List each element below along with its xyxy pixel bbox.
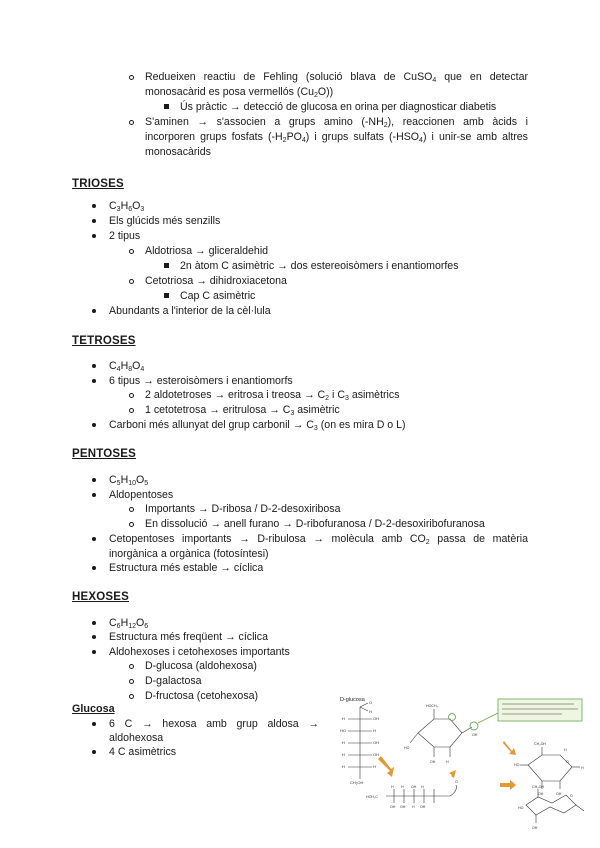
bullet <box>92 478 96 482</box>
annotation-pointer <box>478 713 498 723</box>
glucosa-heading: Glucosa <box>72 703 115 715</box>
svg-text:HO: HO <box>518 806 524 810</box>
bullet <box>92 379 96 383</box>
hexose-item: D-glucosa (aldohexosa) <box>145 660 257 672</box>
svg-text:HO: HO <box>404 746 410 750</box>
cetopentoses-line-1: Cetopentoses importants → D-ribulosa → molècula amb $CO_2$ passa de matèria <box>109 533 528 546</box>
bullet <box>92 364 96 368</box>
bullet <box>92 423 96 427</box>
svg-text:CH₂OH: CH₂OH <box>534 742 546 746</box>
bullet <box>129 694 134 699</box>
svg-text:H: H <box>446 760 449 764</box>
svg-text:H: H <box>401 785 404 789</box>
annotation-box <box>498 699 582 721</box>
svg-text:H: H <box>342 752 345 757</box>
svg-text:OH: OH <box>430 760 436 764</box>
bullet <box>129 75 134 80</box>
svg-text:H: H <box>564 748 567 752</box>
bullet <box>129 408 134 413</box>
bullet <box>92 204 96 208</box>
trioses-abundant: Abundants a l'interior de la cèl·lula <box>109 305 271 317</box>
fischer-projection <box>348 703 372 779</box>
bullet <box>92 635 96 639</box>
svg-text:O: O <box>566 760 569 764</box>
svg-text:OH: OH <box>373 740 379 745</box>
svg-text:H: H <box>391 785 394 789</box>
svg-text:HOH₂C: HOH₂C <box>366 795 378 799</box>
amines-line-1: S'aminen → s'associen a grups amino $(-NH_2)$, reaccionen amb àcids i <box>145 116 529 129</box>
tetroses-formula: $C_4H_8O_4$ <box>109 360 145 373</box>
trioses-formula: $C_3H_6O_3$ <box>109 200 145 213</box>
glucose-cyclization-diagram <box>338 693 590 835</box>
pentoses-dissolution: En dissolució → anell furano → D-ribofuranosa / D-2-desoxiribofuranosa <box>145 518 485 530</box>
svg-text:H: H <box>369 709 372 714</box>
chain-atoms <box>366 780 458 809</box>
fischer-atoms <box>340 700 379 785</box>
svg-text:OH: OH <box>532 826 538 830</box>
haworth-ring <box>520 747 580 789</box>
svg-text:H: H <box>581 766 584 770</box>
cetotetrosa: 1 cetotetrosa → eritrulosa → $C_3$ asimètric <box>145 404 340 417</box>
haworth-atoms <box>514 742 584 796</box>
svg-text:H: H <box>421 785 424 789</box>
tetroses-carbon: Carboni més allunyat del grup carbonil → $C_3$ (on es mira D o L) <box>109 419 406 432</box>
reaction-arrows <box>378 741 516 790</box>
tetroses-heading: TETROSES <box>72 335 136 347</box>
cetotriosa: Cetotriosa → dihidroxiacetona <box>145 275 287 287</box>
svg-text:OH: OH <box>556 792 562 796</box>
hexoses-frequent: Estructura més freqüent → cíclica <box>109 631 268 643</box>
bullet <box>129 249 134 254</box>
hexose-item: D-galactosa <box>145 675 202 687</box>
bullet <box>164 104 169 109</box>
amines-line-3: monosacàrids <box>145 146 211 158</box>
cetopentoses-line-2: inorgànica a orgànica (fotosíntesi) <box>109 548 269 560</box>
svg-text:CH₂OH: CH₂OH <box>350 780 364 785</box>
bullet <box>164 263 169 268</box>
svg-text:H: H <box>342 764 345 769</box>
svg-text:H: H <box>373 728 376 733</box>
bullet <box>92 621 96 625</box>
svg-text:O: O <box>455 780 458 784</box>
svg-text:OH: OH <box>400 805 406 809</box>
svg-text:H: H <box>373 764 376 769</box>
bullet <box>164 293 169 298</box>
bullet <box>129 393 134 398</box>
hexoses-heading: HEXOSES <box>72 591 130 603</box>
glucosa-line-2: aldohexosa <box>109 732 164 744</box>
svg-text:H: H <box>342 740 345 745</box>
bullet <box>129 279 134 284</box>
fehling-line-2: monosacàrid es posa vermellós $(Cu_2O)$) <box>145 86 334 99</box>
pentoses-important: Importants → D-ribosa / D-2-desoxiribosa <box>145 503 341 515</box>
bullet <box>129 120 134 125</box>
intermediate-atoms <box>404 704 478 764</box>
hexose-item: D-fructosa (cetohexosa) <box>145 690 259 702</box>
glucosa-asym: 4 C asimètrics <box>109 746 177 758</box>
svg-text:OH: OH <box>373 752 379 757</box>
svg-text:HO: HO <box>514 763 520 767</box>
bullet <box>92 537 96 541</box>
svg-text:CH₂OH: CH₂OH <box>532 785 544 789</box>
hexoses-formula: $C_6H_{12}O_6$ <box>109 617 149 630</box>
svg-text:H: H <box>412 805 415 809</box>
fehling-line-1: Redueixen reactiu de Fehling (solució blava de CuSO$_4$ que en detectar <box>145 71 528 84</box>
bullet <box>92 650 96 654</box>
trioses-types: 2 tipus <box>109 230 141 242</box>
bullet <box>92 234 96 238</box>
aldotetroses: 2 aldotetroses → eritrosa i treosa → $C_2$ i $C_3$ asimètrics <box>145 389 400 402</box>
svg-text:OH: OH <box>420 805 426 809</box>
aldotriosa-detail: 2n àtom C asimètric → dos estereoisòmers i enantiomorfes <box>180 260 459 272</box>
trioses-heading: TRIOSES <box>72 178 124 190</box>
svg-text:HO: HO <box>340 728 346 733</box>
chair-atoms <box>518 785 573 830</box>
svg-text:OH: OH <box>390 805 396 809</box>
bullet <box>129 522 134 527</box>
figure-label: D-glucosa <box>340 697 365 703</box>
svg-text:OH: OH <box>411 785 417 789</box>
chair-form <box>526 789 584 823</box>
bullet <box>92 566 96 570</box>
svg-text:OH: OH <box>538 792 544 796</box>
glucosa-line-1: 6 C → hexosa amb grup aldosa → <box>109 718 319 730</box>
svg-text:HOCH₂: HOCH₂ <box>426 704 438 708</box>
svg-text:O: O <box>570 794 573 798</box>
svg-text:H: H <box>342 716 345 721</box>
svg-text:OH: OH <box>472 733 478 737</box>
tetroses-types: 6 tipus → esteroisòmers i enantiomorfs <box>109 375 293 387</box>
pentoses-stable: Estructura més estable → cíclica <box>109 562 264 574</box>
trioses-simplest: Els glúcids més senzills <box>109 215 221 227</box>
aldopentoses: Aldopentoses <box>109 489 174 501</box>
bullet <box>92 722 96 726</box>
bullet <box>92 309 96 313</box>
bullet <box>92 750 96 754</box>
bullet <box>92 219 96 223</box>
hexoses-important: Aldohexoses i cetohexoses importants <box>109 646 290 658</box>
bullet <box>129 664 134 669</box>
aldotriosa: Aldotriosa → gliceraldehid <box>145 245 269 257</box>
bullet <box>129 507 134 512</box>
bullet <box>92 493 96 497</box>
intermediate-structure <box>410 709 478 757</box>
cetotriosa-detail: Cap C asimètric <box>180 290 256 302</box>
bullet <box>129 679 134 684</box>
pentoses-formula: $C_5H_{10}O_5$ <box>109 474 149 487</box>
fehling-use: Ús pràctic → detecció de glucosa en orina per diagnosticar diabetis <box>180 101 497 113</box>
svg-text:O: O <box>369 700 373 705</box>
pentoses-heading: PENTOSES <box>72 448 137 460</box>
amines-line-2: incorporen grups fosfats $(-H_2PO_4)$ i grups sulfats $(-HSO_4)$ i unir-se amb altres <box>145 131 528 144</box>
svg-text:OH: OH <box>373 716 379 721</box>
